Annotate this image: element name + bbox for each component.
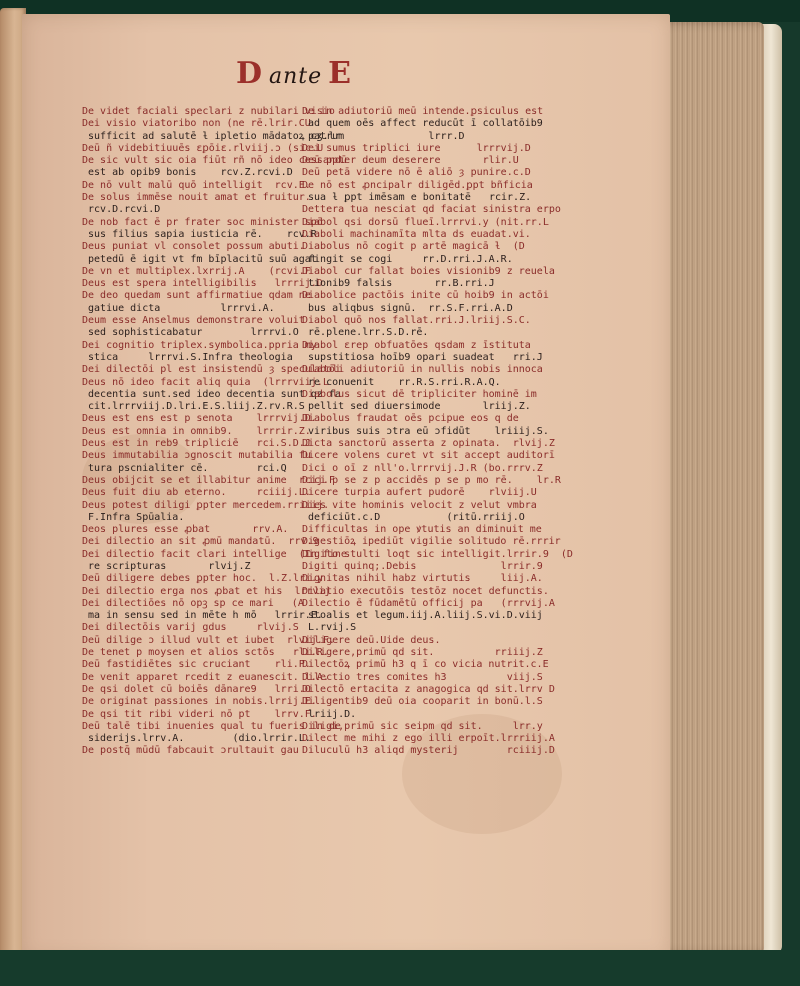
index-entry-line: De tenet p moysen et alios sctōs rli.R. <box>82 647 329 659</box>
index-entry-line: De solus immēse nouit amat et fruitur. <box>82 192 311 204</box>
index-entry-line: lriij.D. <box>302 708 357 720</box>
index-entry-line: Diabol ɛrep obfuatōes qsdam z īstituta <box>302 339 531 351</box>
index-entry-line: L.rvij.S <box>302 622 357 634</box>
index-entry-line: Diabolus nō cogit p artē magicā ƚ (D <box>302 241 525 253</box>
index-entry-line: cit.lrrrviij.D.lri.E.S.liij.Z.rv.R.S <box>82 401 305 413</box>
index-entry-line: supstitiosa hoīb9 opari suadeat rri.J <box>302 351 543 363</box>
index-entry-line: Deū dilige ɔ illud vult et iubet rlvij.F. <box>82 634 335 646</box>
index-entry-line: Diligere,primū qd sit. rriiij.Z <box>302 647 543 659</box>
index-entry-line: De videt faciali speclari z nubilari visio <box>82 106 335 117</box>
index-entry-line: De in adiutoriū meū intende.ꝑsiculus est <box>302 106 544 117</box>
index-entry-line: De nō vult malū quō intelligit rcv.E. <box>82 179 311 191</box>
index-entry-line: Deus potest diligi ꝑpter mercedem.rriiij. <box>82 499 330 511</box>
index-entry-line: Diabol quō nos fallat.rri.J.lriij.S.C. <box>302 315 531 327</box>
index-entry-line: pellit sed diuersimode lriij.Z. <box>302 401 531 413</box>
index-entry-line: Digestiōꝝ ipediūt vigilie solitudo rē.rrrir <box>302 536 561 548</box>
index-entry-line: Dei dilectōis varij gdus rlvij.S <box>82 622 299 634</box>
index-entry-line: ma in sensu sed in mēte h mō lrrir.E. <box>82 610 323 622</box>
index-entry-line: De nob fact ē pr frater soc minister spō <box>82 216 323 228</box>
index-entry-line: De venit apparet rcedit z euanescit. l.A. <box>82 671 329 683</box>
index-entry-line: De originat passiones in nobis.lrrij.E. <box>82 696 317 708</box>
index-entry-line: gatiue dicta lrrrvi.A. <box>82 302 275 314</box>
index-entry-line: Deū talē tibi inuenies qual tu fueris in de <box>82 720 341 732</box>
index-entry-line: Diaboli adiutoriū in nullis nobis innoca <box>302 364 543 376</box>
index-entry-line: patrum lrrr.D <box>302 130 465 142</box>
index-entry-line: Deus est omnia in omnib9. lrrrir.Z. <box>82 425 311 437</box>
index-entry-line: Diabolus fraudat oēs pcipue eos q de <box>302 413 519 425</box>
running-head-initial: D <box>236 56 264 91</box>
index-entry-line: De postq̄ mūdū fabcauit ɔrultauit gau <box>82 745 299 757</box>
index-entry-line: Diligere deū.Uide deus. <box>302 634 441 646</box>
index-entry-line: est ab opib9 bonis rcv.Z.rcvi.D <box>82 167 293 179</box>
page-stack-edge <box>654 22 764 954</box>
index-entry-line: De qsi dolet cū boiēs dānare9 lrri.O <box>82 683 311 695</box>
index-entry-line: sufficit ad salutē ƚ ipletio mādatoꝝ cʒ.lr <box>82 130 341 142</box>
index-entry-line: Dei dilectio erga nos ꝓbat et his lrrvij <box>82 585 331 597</box>
index-entry-line: sus filius sapia iusticia rē. rcv.R <box>82 228 317 240</box>
right-index-column <box>302 106 573 758</box>
index-entry-line: stoalis et legum.iij.A.liij.S.vi.D.viij <box>302 610 543 622</box>
index-entry-line: Deū ñ videbitiuuēs ɛꝑōiɛ.rlviij.ɔ (sic.U <box>82 142 324 154</box>
index-entry-line: petedū ē igit vt fm bīplacitū suū agat <box>82 253 317 265</box>
index-entry-line: Dei dilectiōes nō opꝫ sp ce mari (A <box>82 597 304 609</box>
index-entry-line: re conuenit rr.R.S.rri.R.A.Q. <box>302 376 501 388</box>
index-entry-line: Dici p se z p accidēs p se p mo rē. lr.R <box>302 474 561 486</box>
index-entry-line: Diaboli machinamīta mlta ds euadat.vi. <box>302 228 531 240</box>
running-head-middle: ante <box>269 64 323 89</box>
index-entry-line: Difficultas in ope ꝟtutis an diminuit me <box>302 524 542 536</box>
index-entry-line: Deū diligere debes ꝑpter hoc. l.Z.lri.y <box>82 573 324 585</box>
index-entry-line: rē.plene.lrr.S.D.rē. <box>302 327 429 339</box>
index-entry-line: siderijs.lrrv.A. (dio.lrrir.L. <box>82 733 311 745</box>
index-entry-line: fingit se cogi rr.D.rri.J.A.R. <box>302 253 513 265</box>
index-entry-line: Dei sumus triplici iure lrrrvij.D <box>302 142 531 154</box>
index-entry-line: decentia sunt.sed ideo decentia sunt qz fa <box>82 388 341 400</box>
index-entry-line: De sic vult sic oia fiūt rñ nō ideo cessandū <box>82 155 347 167</box>
index-entry-line: Deos plures esse ꝓbat rrv.A. <box>82 524 289 536</box>
index-entry-line: Dilectō ertacita z anagogica qd sit.lrrv D <box>302 683 555 695</box>
index-entry-line: De nō est ꝓncipalr diligēd.ꝑpt bñficia <box>302 179 533 191</box>
index-entry-line: Digito stulti loqt sic intelligit.lrrir.9 (D <box>302 548 573 560</box>
index-entry-line: De qsi tit ribi videri nō pt lrrv.F. <box>82 708 317 720</box>
index-entry-line: Dei dilectōi pl est insistendū ȝ speculatōi <box>82 364 341 376</box>
index-entry-line: Dicta sanctorū asserta z opinata. rlvij.Z <box>302 438 555 450</box>
index-entry-line: bus aliqbus signū. rr.S.F.rri.A.D <box>302 302 513 314</box>
index-entry-line: Deus obijcit se et illabitur anime rcij.F <box>82 474 335 486</box>
index-entry-line: stica lrrrvi.S.Infra theologia <box>82 351 293 363</box>
index-entry-line: Dignitas nihil habz virtutis liij.A. <box>302 573 543 585</box>
index-entry-line: viribus suis ɔtra eū ɔfidūt lriiij.S. <box>302 425 549 437</box>
index-entry-line: Deū fastidiētes sic cruciant rli.P. <box>82 659 311 671</box>
index-entry-line: Deus est ens est p senota lrrrvij.D. <box>82 413 317 425</box>
index-entry-line: sed sophisticabatur lrrrvi.O <box>82 327 299 339</box>
index-entry-line: Digiti quinq;.Debis lrrir.9 <box>302 560 543 572</box>
index-entry-line: Dies vite hominis velocit z velut vmbra <box>302 499 537 511</box>
running-head-final: E <box>328 56 353 91</box>
index-entry-line: re scripturas rlvij.Z <box>82 560 251 572</box>
index-entry-line: Diabol cur fallat boies visionib9 z reuela <box>302 265 555 277</box>
index-entry-line: Deū ppter deum deserere rlir.U <box>302 155 519 167</box>
running-head <box>236 56 352 91</box>
index-entry-line: Deus est in reb9 tripliciē rci.S.D.J <box>82 438 311 450</box>
index-entry-line: ad quem oēs affect reducūt ī collatōib9 <box>302 118 543 130</box>
index-entry-line: Deū petā videre nō ē aliō ȝ punire.c.D <box>302 167 531 179</box>
index-entry-line: Dicere turpia aufert pudorē rlviij.U <box>302 487 537 499</box>
index-entry-line: Dei cognitio triplex.symbolica.ppria my <box>82 339 317 351</box>
index-entry-line: deficiūt.c.D (ritū.rriij.O <box>302 511 525 523</box>
index-entry-line: Deus est spera intelligibilis lrrrij.D <box>82 278 323 290</box>
index-entry-line: Diabolice pactōis inite cū hoib9 in actōi <box>302 290 549 302</box>
index-entry-line: Dilectio ē fūdamētū officij pa (rrrvij.A <box>302 597 555 609</box>
index-entry-line: Diligentib9 deū oia cooparit in bonū.l.S <box>302 696 543 708</box>
index-entry-line: Diabolus sicut dē tripliciter hominē im <box>302 388 537 400</box>
index-entry-line: Dei dilectio facit clari intellige (In fine <box>82 548 347 560</box>
index-entry-line: Diabol qsi dorsū flueī.lrrrvi.y (nit.rr.L <box>302 216 549 228</box>
index-entry-line: Dilectio tres comites h3 viij.S <box>302 671 543 683</box>
index-entry-line: Dici o oī z nll'o.lrrrvij.J.R (bo.rrrv.Z <box>302 462 543 474</box>
index-entry-line: rcv.D.rcvi.D <box>82 204 161 216</box>
index-entry-line: Dilatio executōis testōz nocet defunctis. <box>302 585 549 597</box>
index-entry-line: Dei visio viatoribo non (ne rē.lrir.CU <box>82 118 311 130</box>
index-entry-line: De deo quedam sunt affirmatiue qdam ne <box>82 290 311 302</box>
index-entry-line: Dei dilectio an sit ꝓmū mandatū. rrv.9 <box>82 536 319 548</box>
index-entry-line: sua ƚ ꝑpt imēsam e bonitatē rcir.Z. <box>302 192 532 204</box>
index-entry-line: Diligi,primū sic seipm qd sit. lrr.y <box>302 720 543 732</box>
background-bottom <box>0 950 800 986</box>
index-entry-line: Deus puniat vl consolet possum abuti. <box>82 241 305 253</box>
index-entry-line: tionib9 falsis rr.B.rri.J <box>302 278 495 290</box>
index-entry-line: Dicere volens curet vt sit accept auditorī <box>302 450 555 462</box>
index-entry-line: Deum esse Anselmus demonstrare voluit <box>82 315 305 327</box>
index-entry-line: Dilectōꝝ primū h3 q ī co vicia nutrit.c.E <box>302 659 549 671</box>
index-entry-line: tura pscnialiter cē. rci.Q <box>82 462 287 474</box>
index-entry-line: Deus nō ideo facit aliq quia (lrrrviij.L <box>82 376 329 388</box>
index-entry-line: De vn et multiplex.lxrrij.A (rcvi.F <box>82 265 311 277</box>
index-entry-line: Deus immutabilia ɔgnoscit mutabilia fu <box>82 450 311 462</box>
index-entry-line: F.Infra Spūalia. <box>82 511 185 523</box>
index-entry-line: Deus fuit diu ab eterno. rciiij.L. <box>82 487 311 499</box>
index-entry-line: Dilect me mihi z ego illi erpoīt.lrrriij.A <box>302 733 555 745</box>
index-entry-line: Dettera tua nesciat qd faciat sinistra erpo <box>302 204 561 216</box>
index-entry-line: Diluculū h3 aliqd mysterij rciiij.D <box>302 745 555 757</box>
